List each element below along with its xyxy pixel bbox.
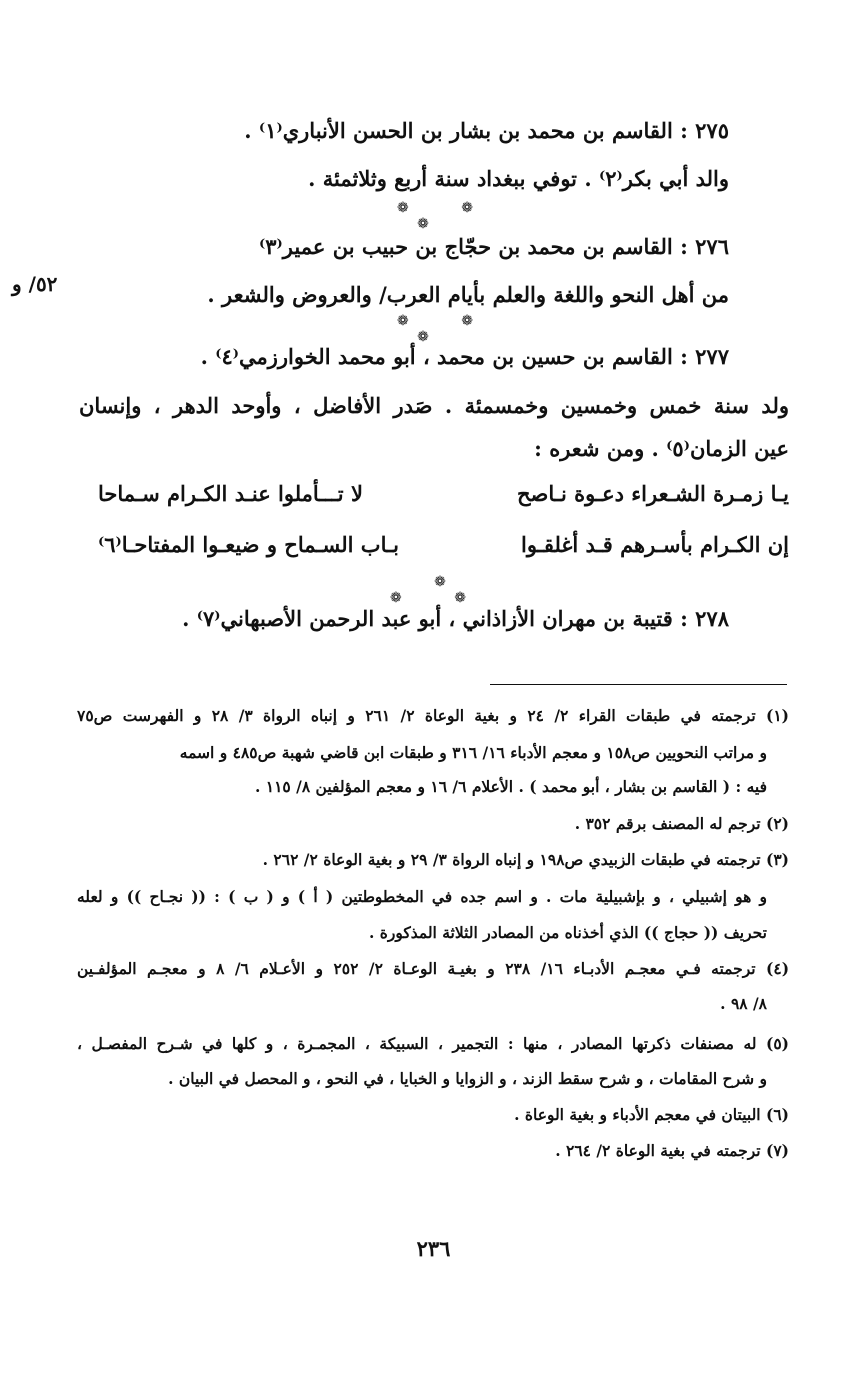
footnote-3-line3: تحريف (( حجاج )) الذي أخذناه من المصادر الثلاثة المذكورة .: [368, 923, 767, 942]
footnote-3-line1: (٣) ترجمته في طبقات الزبيدي ص١٩٨ و إنباه الرواة ٣/ ٢٩ و بغية الوعاة ٢/ ٢٦٢ .: [262, 850, 789, 869]
entry-276-heading: ٢٧٦ : القاسم بن محمد بن حجّاج بن حبيب بن عمير⁽٣⁾: [259, 234, 729, 259]
verse-1-first-hemistich: يـا زمـرة الشـعراء دعـوة نـاصح: [517, 481, 789, 506]
footnote-4-line2: ٨/ ٩٨ .: [720, 994, 767, 1013]
footnote-2: (٢) ترجم له المصنف برقم ٣٥٢ .: [574, 814, 789, 833]
footnote-1-line2: و مراتب النحويين ص١٥٨ و معجم الأدباء ١٦/ ٣١٦ و طبقات ابن قاضي شهبة ص٤٨٥ و اسمه: [179, 743, 767, 762]
ornament-separator: ❁ ❁ ❁: [397, 313, 497, 345]
entry-278-heading: ٢٧٨ : قتيبة بن مهران الأزاذاني ، أبو عبد الرحمن الأصبهاني⁽٧⁾ .: [182, 606, 729, 631]
entry-277-heading: ٢٧٧ : القاسم بن حسين بن محمد ، أبو محمد الخوارزمي⁽٤⁾ .: [200, 344, 729, 369]
footnote-5-line2: و شرح المقامات ، و شرح سقط الزند ، و الزوايا و الخبايا ، في النحو ، و المحصل في البيان .: [168, 1069, 767, 1088]
footnote-1-line3: فيه : ( القاسم بن بشار ، أبو محمد ) . الأعلام ٦/ ١٦ و معجم المؤلفين ٨/ ١١٥ .: [254, 777, 767, 796]
entry-276-text: من أهل النحو واللغة والعلم بأيام العرب/ والعروض والشعر .: [207, 282, 729, 307]
verse-1-second-hemistich: لا تـــأملوا عنـد الكـرام سـماحا: [98, 481, 363, 506]
footnote-rule: [490, 684, 787, 685]
verse-2-first-hemistich: إن الكـرام بأسـرهم قـد أغلقـوا: [521, 532, 789, 557]
page-number: ٢٣٦: [416, 1236, 451, 1261]
entry-275-heading: ٢٧٥ : القاسم بن محمد بن بشار بن الحسن الأنباري⁽١⁾ .: [244, 118, 729, 143]
footnote-4-line1: (٤) ترجمته فـي معجـم الأدبـاء ١٦/ ٢٣٨ و بغيـة الوعـاة ٢/ ٢٥٢ و الأعـلام ٦/ ٨ و معجـم المؤلفـين: [77, 959, 790, 978]
manuscript-folio-note: ٥٢/ و: [12, 272, 58, 296]
entry-275-text: والد أبي بكر⁽٢⁾ . توفي ببغداد سنة أربع وثلاثمئة .: [308, 166, 729, 191]
verse-2-second-hemistich: بـاب السـماح و ضيعـوا المفتاحـا⁽٦⁾: [98, 532, 399, 557]
footnote-1-line1: (١) ترجمته في طبقات القراء ٢/ ٢٤ و بغية الوعاة ٢/ ٢٦١ و إنباه الرواة ٣/ ٢٨ و الفهرست ص٧٥: [77, 706, 789, 725]
footnote-3-line2: و هو إشبيلي ، و بإشبيلية مات . و اسم جده في المخطوطتين ( أ ) و ( ب ) : (( نجـاح )) و لعله: [77, 887, 767, 906]
footnote-7: (٧) ترجمته في بغية الوعاة ٢/ ٢٦٤ .: [555, 1141, 789, 1160]
footnote-5-line1: (٥) له مصنفات ذكرتها المصادر ، منها : التجمير ، السبيكة ، المجمـرة ، و كلها في شـرح المفصـل ،: [77, 1034, 789, 1053]
footnote-6: (٦) البيتان في معجم الأدباء و بغية الوعاة .: [514, 1105, 789, 1124]
ornament-separator: ❁ ❁ ❁: [390, 574, 490, 606]
entry-277-text-line1: ولد سنة خمس وخمسين وخمسمئة . صَدر الأفاضل ، وأوحد الدهر ، وإنسان: [79, 393, 789, 418]
ornament-separator: ❁ ❁ ❁: [397, 200, 497, 232]
entry-277-text-line2: عين الزمان⁽٥⁾ . ومن شعره :: [534, 436, 789, 461]
